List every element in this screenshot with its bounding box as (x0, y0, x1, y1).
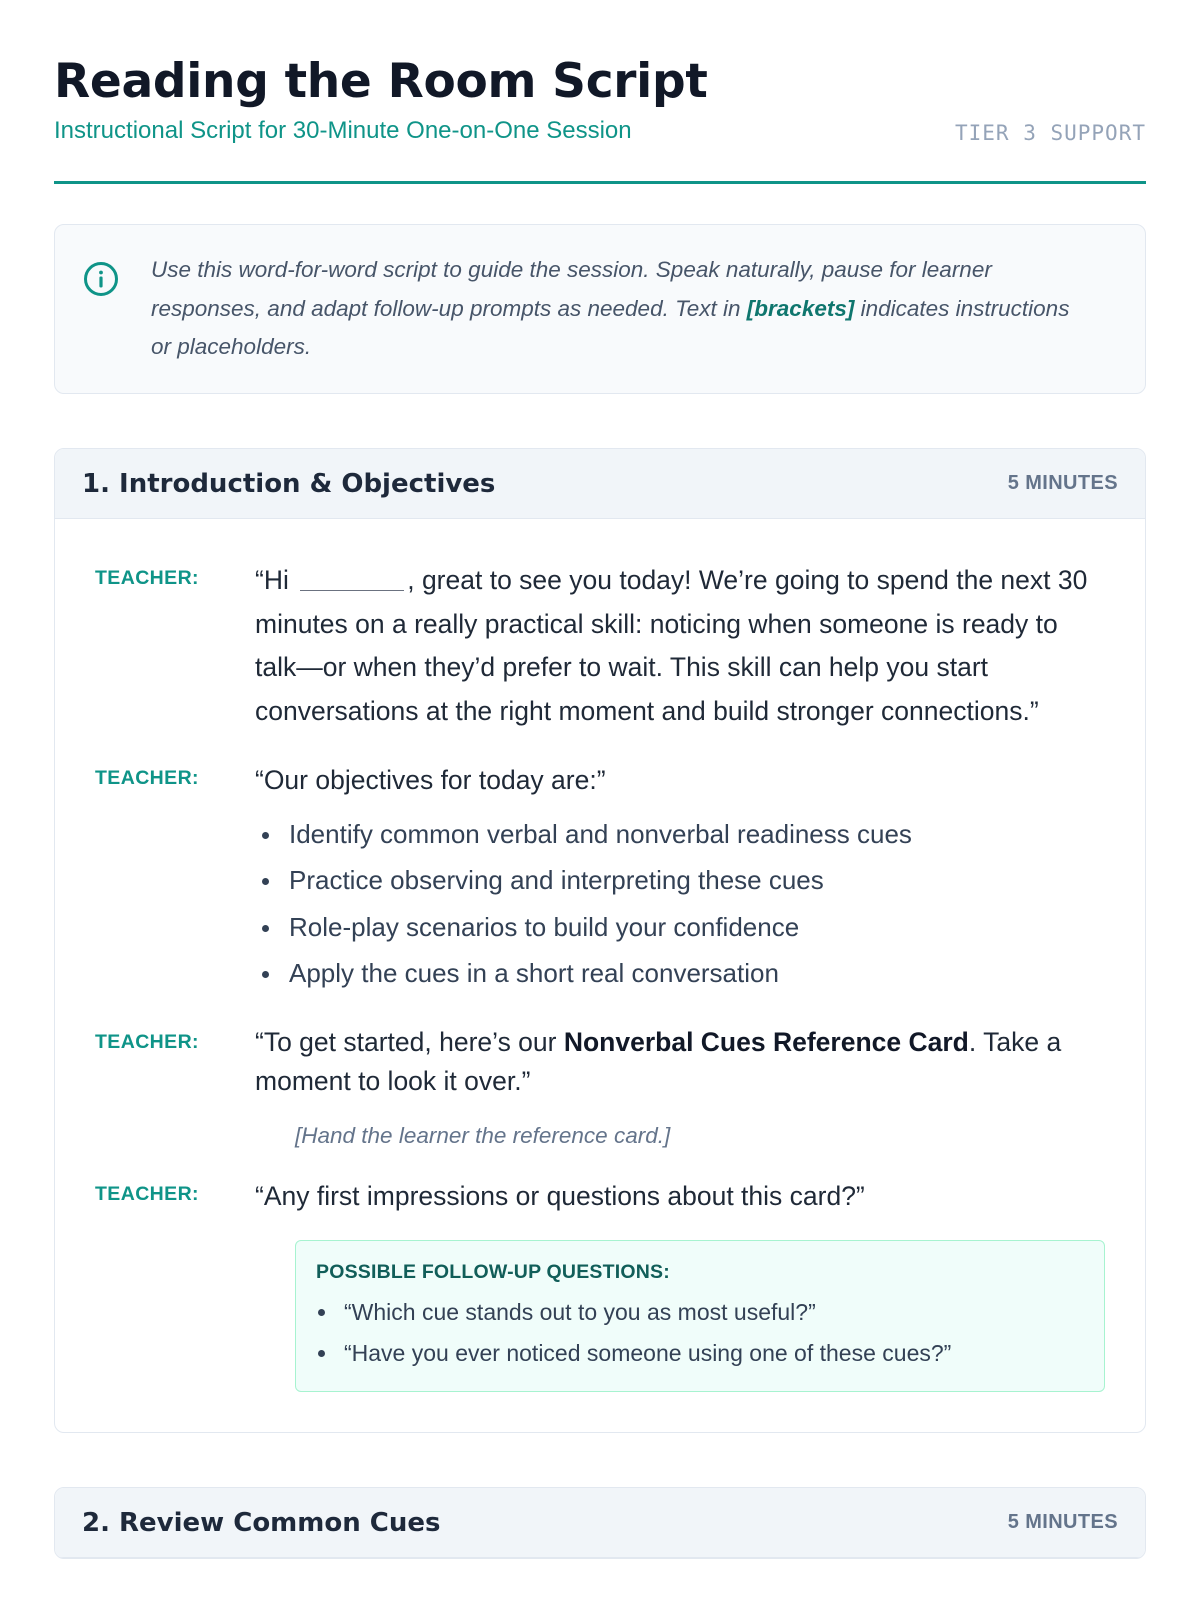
tier-label: TIER 3 SUPPORT (954, 121, 1146, 145)
info-icon (83, 261, 119, 297)
section-body (55, 519, 1145, 1432)
section-review-cues (54, 1487, 1146, 1559)
section-introduction (54, 448, 1146, 1433)
section-header (55, 1488, 1145, 1558)
section-header (55, 449, 1145, 519)
name-blank (300, 561, 404, 591)
followup-list (316, 1292, 1084, 1373)
page-subtitle: Instructional Script for 30-Minute One-on-One Session (54, 117, 632, 144)
speech-text: “Our objectives for today are:” (255, 765, 606, 795)
script-turn (95, 559, 1105, 733)
speech-text (255, 559, 1105, 733)
speaker-label: TEACHER: (95, 567, 199, 589)
reference-card-name: Nonverbal Cues Reference Card (563, 1026, 969, 1057)
section-title: 1. Introduction & Objectives (82, 468, 496, 499)
speech-part: “To get started, here’s our (255, 1026, 564, 1057)
speech-part: “Hi (255, 565, 297, 595)
speech-part: . Take a moment to look it over.” (255, 1026, 1062, 1096)
list-item: Apply the cues in a short real conversation (255, 950, 1105, 997)
list-item: “Which cue stands out to you as most useful?” (316, 1292, 1084, 1333)
speech-part: , great to see you today! We’re going to spend the next 30 minutes on a really practical skill: noticing when someone is ready to talk—or when they’d prefer to wait. This skill can help you start conversations at the right moment and build stronger connections.” (255, 565, 1088, 726)
speech-text: “Any first impressions or questions about this card?” (255, 1180, 865, 1211)
followup-title: POSSIBLE FOLLOW-UP QUESTIONS: (316, 1261, 670, 1283)
followup-box (295, 1240, 1105, 1392)
speaker-label: TEACHER: (95, 767, 199, 789)
section-title: 2. Review Common Cues (82, 1507, 441, 1538)
page-header (54, 0, 1146, 184)
speaker-label: TEACHER: (95, 1182, 199, 1205)
list-item: Role-play scenarios to build your confidence (255, 904, 1105, 951)
stage-direction: [Hand the learner the reference card.] (295, 1122, 671, 1148)
brackets-highlight: [brackets] (746, 295, 855, 321)
speaker-label: TEACHER: (95, 1030, 199, 1053)
section-duration: 5 MINUTES (1007, 472, 1118, 494)
page-title: Reading the Room Script (54, 54, 708, 109)
speech-text (255, 1023, 1105, 1101)
script-turn (95, 1175, 1105, 1219)
list-item: Practice observing and interpreting these cues (255, 857, 1105, 904)
script-turn (95, 1023, 1105, 1101)
instructions-box (54, 224, 1146, 394)
instructions-text-part: Use this word-for-word script to guide the session. Speak naturally, pause for learner responses, and adapt follow-up prompts as needed. Text in (151, 257, 992, 321)
speech-block (255, 759, 1105, 997)
instructions-text (151, 251, 1095, 367)
list-item: “Have you ever noticed someone using one of these cues?” (316, 1333, 1084, 1374)
list-item: Identify common verbal and nonverbal readiness cues (255, 811, 1105, 858)
objectives-list (255, 811, 1105, 997)
script-turn (95, 759, 1105, 997)
instructions-text-part: indicates instructions or placeholders. (151, 295, 1070, 359)
section-duration: 5 MINUTES (1007, 1511, 1118, 1533)
